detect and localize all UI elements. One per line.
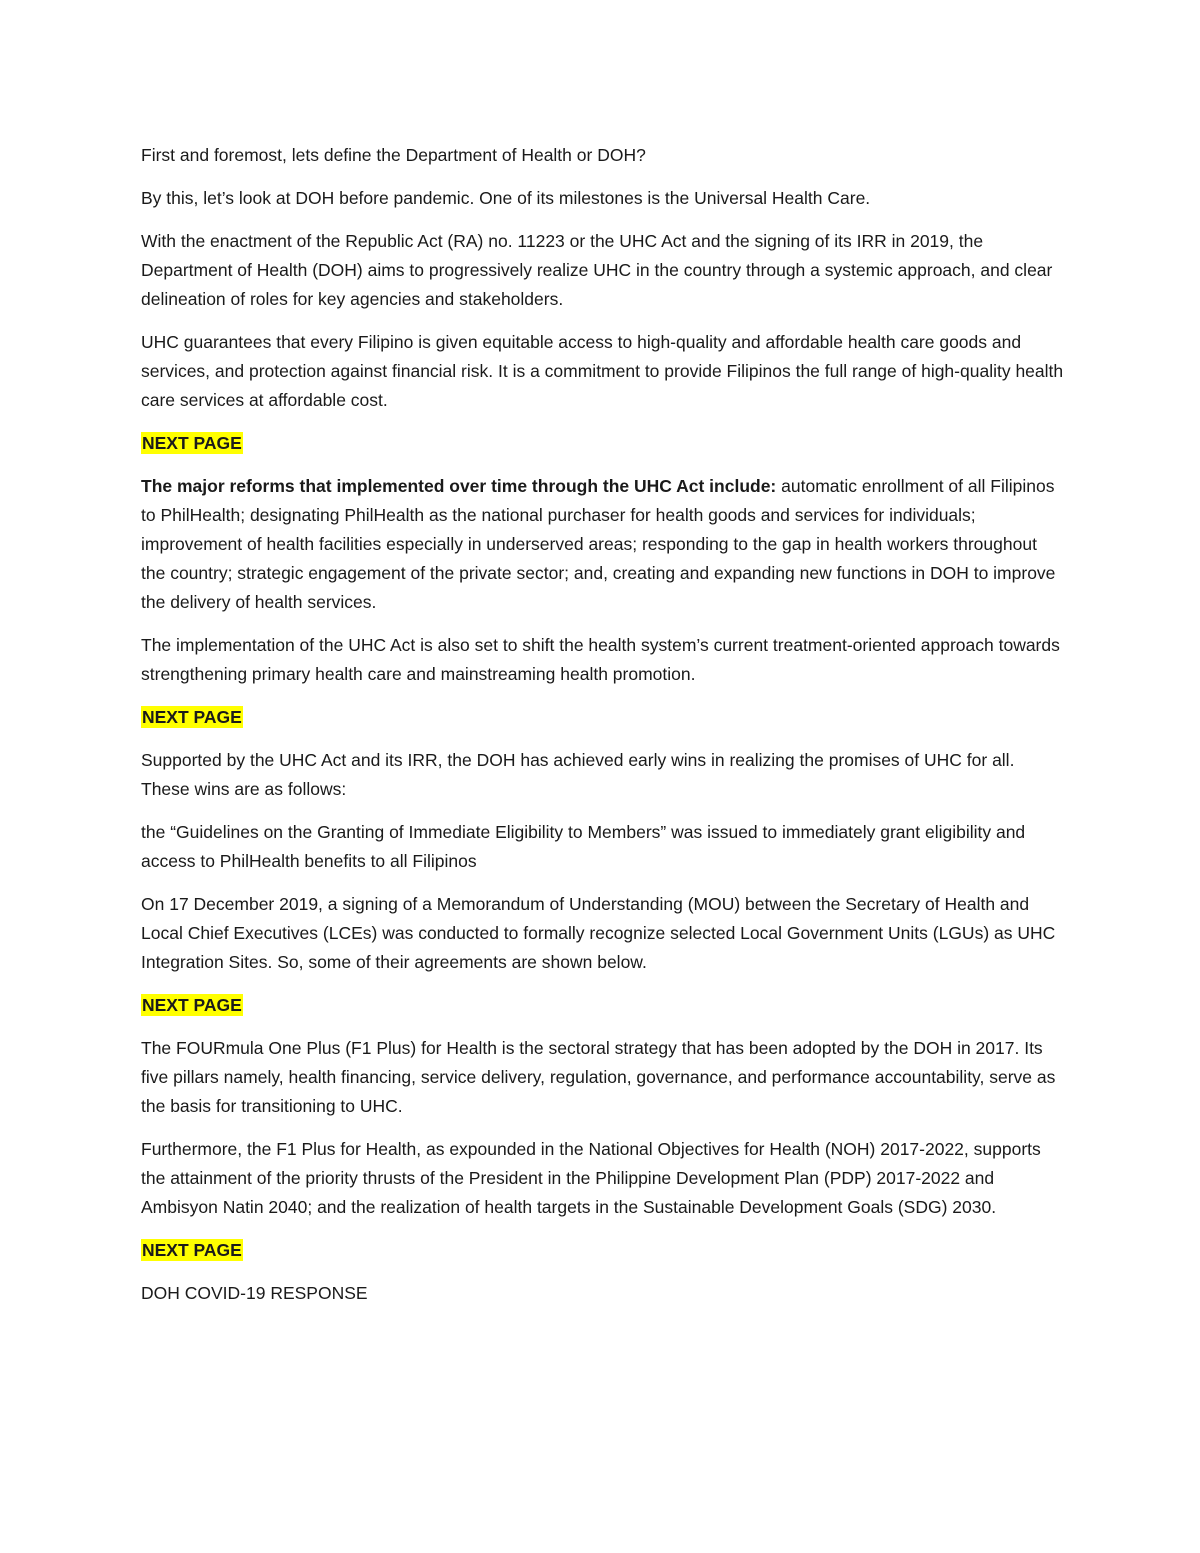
next-page-label: NEXT PAGE bbox=[142, 707, 242, 727]
next-page-marker bbox=[141, 429, 1066, 458]
next-page-label: NEXT PAGE bbox=[142, 433, 242, 453]
paragraph-implementation bbox=[141, 631, 1066, 689]
paragraph-text: With the enactment of the Republic Act (RA) no. 11223 or the UHC Act and the signing of its IRR in 2019, the Department of Health (DOH) aims to progressively realize UHC in the country through a systemic approach, and clear delineation of roles for key agencies and stakeholders. bbox=[141, 231, 1053, 309]
next-page-marker bbox=[141, 1236, 1066, 1265]
paragraph-text: First and foremost, lets define the Department of Health or DOH? bbox=[141, 145, 646, 165]
paragraph-uhc-act bbox=[141, 227, 1066, 314]
next-page-marker bbox=[141, 703, 1066, 732]
paragraph-early-wins bbox=[141, 746, 1066, 804]
document-body bbox=[141, 141, 1066, 1322]
paragraph-text: On 17 December 2019, a signing of a Memorandum of Understanding (MOU) between the Secretary of Health and Local Chief Executives (LCEs) was conducted to formally recognize selected Local Government Units (LGUs) as UHC Integration Sites. So, some of their agreements are shown below. bbox=[141, 894, 1056, 972]
paragraph-bold-lead: The major reforms that implemented over time through the UHC Act include: bbox=[141, 476, 777, 496]
paragraph-text: Furthermore, the F1 Plus for Health, as expounded in the National Objectives for Health (NOH) 2017-2022, supports the attainment of the priority thrusts of the President in the Philippine Development Plan (PDP) 2017-2022 and Ambisyon Natin 2040; and the realization of health targets in the Sustainable Development Goals (SDG) 2030. bbox=[141, 1139, 1041, 1217]
paragraph-mou bbox=[141, 890, 1066, 977]
next-page-label: NEXT PAGE bbox=[142, 995, 242, 1015]
paragraph-text: Supported by the UHC Act and its IRR, the DOH has achieved early wins in realizing the promises of UHC for all. These wins are as follows: bbox=[141, 750, 1015, 799]
paragraph-covid-response bbox=[141, 1279, 1066, 1308]
paragraph-text: The implementation of the UHC Act is also set to shift the health system’s current treatment-oriented approach towards strengthening primary health care and mainstreaming health promotion. bbox=[141, 635, 1060, 684]
paragraph-intro bbox=[141, 141, 1066, 170]
paragraph-text: UHC guarantees that every Filipino is given equitable access to high-quality and affordable health care goods and services, and protection against financial risk. It is a commitment to provide Filipinos the full range of high-quality health care services at affordable cost. bbox=[141, 332, 1064, 410]
paragraph-text: DOH COVID-19 RESPONSE bbox=[141, 1283, 368, 1303]
next-page-label: NEXT PAGE bbox=[142, 1240, 242, 1260]
paragraph-furthermore bbox=[141, 1135, 1066, 1222]
paragraph-guidelines bbox=[141, 818, 1066, 876]
paragraph-text: the “Guidelines on the Granting of Immediate Eligibility to Members” was issued to immediately grant eligibility and access to PhilHealth benefits to all Filipinos bbox=[141, 822, 1026, 871]
paragraph-text: The FOURmula One Plus (F1 Plus) for Health is the sectoral strategy that has been adopted by the DOH in 2017. Its five pillars namely, health financing, service delivery, regulation, governance, and performance accountability, serve as the basis for transitioning to UHC. bbox=[141, 1038, 1056, 1116]
paragraph-before-pandemic bbox=[141, 184, 1066, 213]
paragraph-text: By this, let’s look at DOH before pandemic. One of its milestones is the Universal Health Care. bbox=[141, 188, 871, 208]
next-page-marker bbox=[141, 991, 1066, 1020]
paragraph-uhc-guarantees bbox=[141, 328, 1066, 415]
paragraph-f1-plus bbox=[141, 1034, 1066, 1121]
paragraph-text: automatic enrollment of all Filipinos to PhilHealth; designating PhilHealth as the national purchaser for health goods and services for individuals; improvement of health facilities especially in underserved areas; responding to the gap in health workers throughout the country; strategic engagement of the private sector; and, creating and expanding new functions in DOH to improve the delivery of health services. bbox=[141, 476, 1056, 612]
paragraph-major-reforms bbox=[141, 472, 1066, 617]
